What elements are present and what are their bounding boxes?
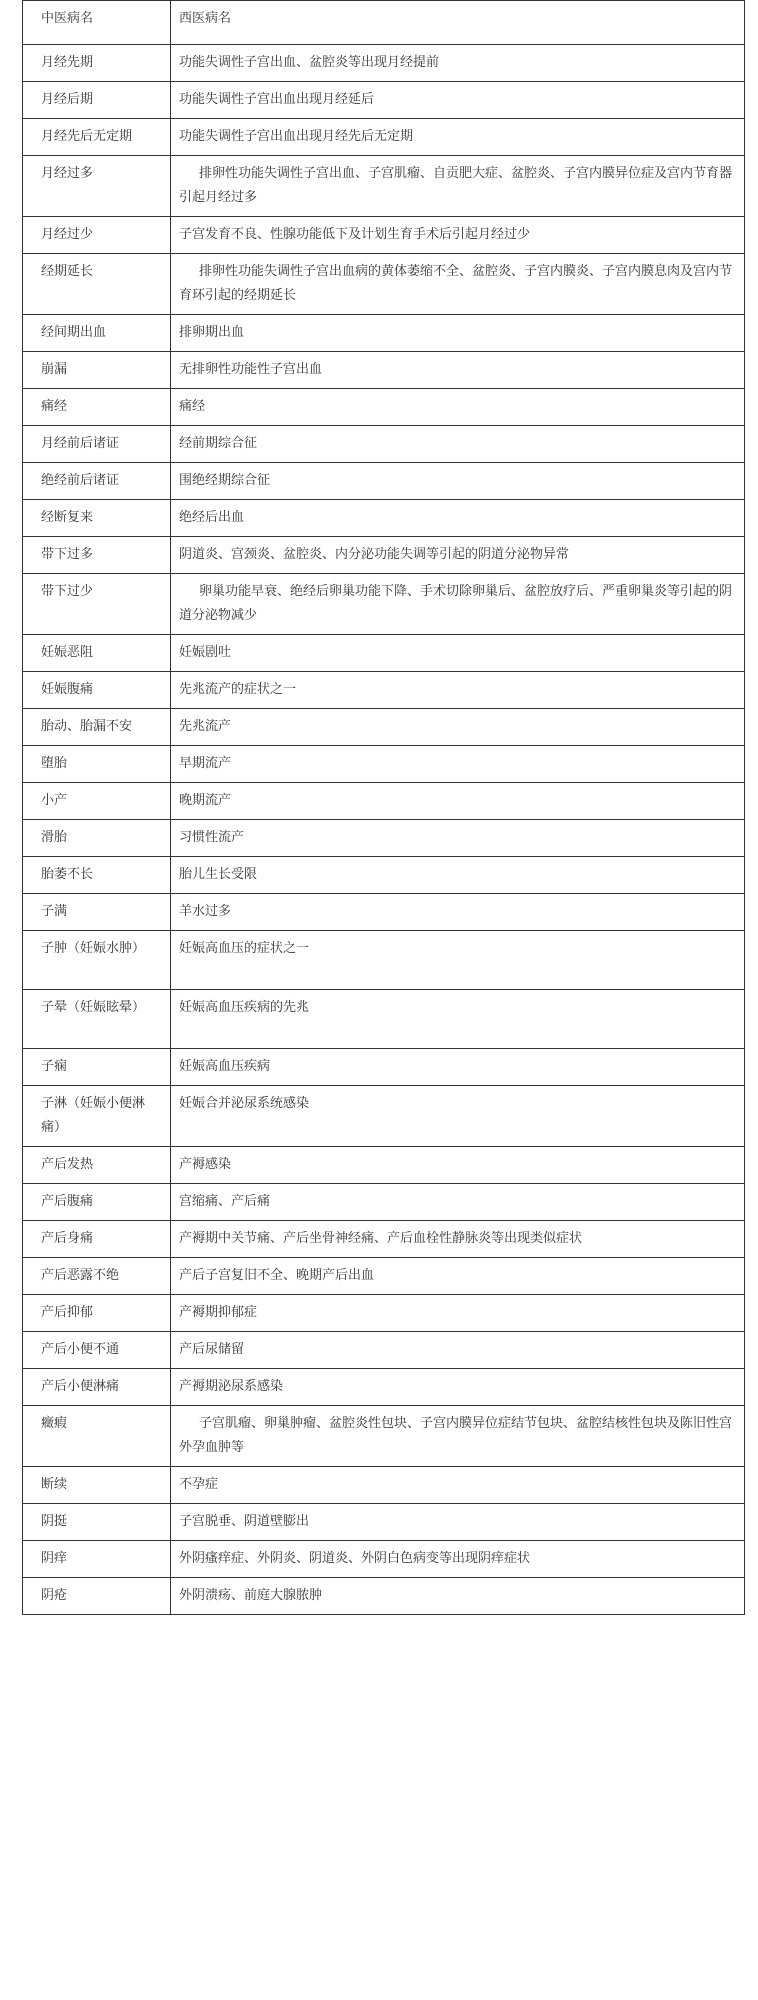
western-name-cell (171, 746, 745, 783)
tcm-name-cell (23, 389, 171, 426)
western-name: 先兆流产的症状之一 (179, 682, 297, 697)
tcm-name-cell (23, 500, 171, 537)
table-header-row (23, 1, 745, 45)
western-name-cell (171, 463, 745, 500)
tcm-name-cell (23, 537, 171, 574)
tcm-name-cell (23, 82, 171, 119)
tcm-name-cell (23, 990, 171, 1049)
table-row (23, 45, 745, 82)
tcm-name: 阴挺 (41, 1514, 68, 1529)
table-row (23, 315, 745, 352)
table-row (23, 709, 745, 746)
western-name-cell (171, 1147, 745, 1184)
western-name-cell (171, 45, 745, 82)
tcm-name-cell (23, 1406, 171, 1467)
tcm-name-cell (23, 1221, 171, 1258)
tcm-name: 月经过多 (41, 166, 94, 181)
header-cell-western (171, 1, 745, 45)
western-name: 外阴溃疡、前庭大腺脓肿 (179, 1588, 323, 1603)
tcm-name: 月经先期 (41, 55, 94, 70)
western-name: 子宫脱垂、阴道壁膨出 (179, 1514, 310, 1529)
western-name: 绝经后出血 (179, 510, 245, 525)
tcm-name: 痛经 (41, 399, 68, 414)
tcm-name-cell (23, 1258, 171, 1295)
western-name: 胎儿生长受限 (179, 867, 258, 882)
western-name: 无排卵性功能性子宫出血 (179, 362, 323, 377)
table-row (23, 1578, 745, 1615)
western-name: 宫缩痛、产后痛 (179, 1194, 271, 1209)
western-name-cell (171, 857, 745, 894)
western-name-cell (171, 820, 745, 857)
tcm-name-cell (23, 1467, 171, 1504)
tcm-name: 产后发热 (41, 1157, 94, 1172)
western-name-cell (171, 1504, 745, 1541)
tcm-name-cell (23, 746, 171, 783)
tcm-name: 妊娠恶阻 (41, 645, 94, 660)
table-row (23, 990, 745, 1049)
western-name: 卵巢功能早衰、绝经后卵巢功能下降、手术切除卵巢后、盆腔放疗后、严重卵巢炎等引起的阴道分泌物减少 (179, 584, 733, 623)
table-row (23, 1369, 745, 1406)
tcm-name-cell (23, 709, 171, 746)
tcm-name: 经期延长 (41, 264, 94, 279)
western-name-cell (171, 1541, 745, 1578)
western-name-cell (171, 217, 745, 254)
tcm-name: 产后身痛 (41, 1231, 94, 1246)
western-name-cell (171, 254, 745, 315)
tcm-name-cell (23, 426, 171, 463)
tcm-name-cell (23, 894, 171, 931)
tcm-name: 带下过多 (41, 547, 94, 562)
western-name: 产褥期泌尿系感染 (179, 1379, 284, 1394)
tcm-name: 经间期出血 (41, 325, 107, 340)
tcm-name: 产后腹痛 (41, 1194, 94, 1209)
western-name: 痛经 (179, 399, 206, 414)
tcm-name-cell (23, 1049, 171, 1086)
western-name: 功能失调性子宫出血出现月经延后 (179, 92, 375, 107)
western-name-cell (171, 894, 745, 931)
western-name: 排卵期出血 (179, 325, 245, 340)
table-row (23, 1541, 745, 1578)
tcm-name: 经断复来 (41, 510, 94, 525)
tcm-name: 产后小便淋痛 (41, 1379, 120, 1394)
tcm-name-cell (23, 1295, 171, 1332)
table-row (23, 635, 745, 672)
western-name: 妊娠高血压疾病 (179, 1059, 271, 1074)
tcm-name-cell (23, 1541, 171, 1578)
western-name: 功能失调性子宫出血、盆腔炎等出现月经提前 (179, 55, 440, 70)
table-row (23, 1467, 745, 1504)
tcm-name: 滑胎 (41, 830, 68, 845)
tcm-name: 月经前后诸证 (41, 436, 120, 451)
western-name: 排卵性功能失调性子宫出血病的黄体萎缩不全、盆腔炎、子宫内膜炎、子宫内膜息肉及宫内节育环引起的经期延长 (179, 264, 733, 303)
tcm-name-cell (23, 45, 171, 82)
table-row (23, 352, 745, 389)
western-name-cell (171, 537, 745, 574)
tcm-name: 产后恶露不绝 (41, 1268, 120, 1283)
tcm-name-cell (23, 857, 171, 894)
western-name: 经前期综合征 (179, 436, 258, 451)
western-name: 子宫发育不良、性腺功能低下及计划生育手术后引起月经过少 (179, 227, 531, 242)
tcm-name: 妊娠腹痛 (41, 682, 94, 697)
table-row (23, 931, 745, 990)
western-name-cell (171, 574, 745, 635)
tcm-name-cell (23, 254, 171, 315)
western-name-cell (171, 352, 745, 389)
tcm-name-cell (23, 1332, 171, 1369)
western-name: 产后尿储留 (179, 1342, 245, 1357)
table-row (23, 1258, 745, 1295)
table-row (23, 1332, 745, 1369)
western-name: 妊娠高血压的症状之一 (179, 941, 310, 956)
western-name: 先兆流产 (179, 719, 232, 734)
tcm-name: 堕胎 (41, 756, 68, 771)
table-row (23, 537, 745, 574)
tcm-name: 胎萎不长 (41, 867, 94, 882)
western-name: 产褥期中关节痛、产后坐骨神经痛、产后血栓性静脉炎等出现类似症状 (179, 1231, 583, 1246)
tcm-name: 小产 (41, 793, 68, 808)
header-cell-tcm (23, 1, 171, 45)
table-row (23, 672, 745, 709)
table-row (23, 426, 745, 463)
header-label-tcm: 中医病名 (41, 11, 94, 26)
table-row (23, 119, 745, 156)
western-name-cell (171, 635, 745, 672)
western-name: 外阴瘙痒症、外阴炎、阴道炎、外阴白色病变等出现阴痒症状 (179, 1551, 531, 1566)
tcm-name: 胎动、胎漏不安 (41, 719, 133, 734)
tcm-name-cell (23, 156, 171, 217)
western-name-cell (171, 82, 745, 119)
western-name-cell (171, 709, 745, 746)
header-label-western: 西医病名 (179, 11, 232, 26)
western-name-cell (171, 783, 745, 820)
tcm-name: 子痫 (41, 1059, 68, 1074)
tcm-name-cell (23, 783, 171, 820)
western-name: 子宫肌瘤、卵巢肿瘤、盆腔炎性包块、子宫内膜异位症结节包块、盆腔结核性包块及陈旧性宫外孕血肿等 (179, 1416, 733, 1455)
table-row (23, 389, 745, 426)
tcm-name-cell (23, 119, 171, 156)
table-row (23, 217, 745, 254)
western-name: 习惯性流产 (179, 830, 245, 845)
tcm-name-cell (23, 463, 171, 500)
western-name-cell (171, 1295, 745, 1332)
tcm-name-cell (23, 315, 171, 352)
tcm-name-cell (23, 1369, 171, 1406)
tcm-western-disease-table (22, 0, 745, 1615)
table-row (23, 1406, 745, 1467)
western-name-cell (171, 990, 745, 1049)
western-name-cell (171, 1184, 745, 1221)
western-name: 产后子宫复旧不全、晚期产后出血 (179, 1268, 375, 1283)
tcm-name-cell (23, 635, 171, 672)
western-name: 产褥期抑郁症 (179, 1305, 258, 1320)
tcm-name: 崩漏 (41, 362, 68, 377)
western-name: 早期流产 (179, 756, 232, 771)
table-row (23, 1086, 745, 1147)
table-row (23, 1504, 745, 1541)
western-name: 妊娠高血压疾病的先兆 (179, 1000, 310, 1015)
table-row (23, 783, 745, 820)
table-row (23, 463, 745, 500)
western-name: 晚期流产 (179, 793, 232, 808)
table-row (23, 156, 745, 217)
western-name: 妊娠剧吐 (179, 645, 232, 660)
western-name-cell (171, 119, 745, 156)
table-row (23, 894, 745, 931)
tcm-name-cell (23, 1578, 171, 1615)
tcm-name-cell (23, 1184, 171, 1221)
document (22, 0, 744, 1615)
tcm-name: 产后抑郁 (41, 1305, 94, 1320)
western-name-cell (171, 1086, 745, 1147)
tcm-name-cell (23, 352, 171, 389)
western-name-cell (171, 1049, 745, 1086)
tcm-name: 子晕（妊娠眩晕） (41, 1000, 146, 1015)
western-name-cell (171, 389, 745, 426)
western-name: 排卵性功能失调性子宫出血、子宫肌瘤、自贡肥大症、盆腔炎、子宫内膜异位症及宫内节育器引起月经过多 (179, 166, 733, 205)
tcm-name-cell (23, 1147, 171, 1184)
table-row (23, 574, 745, 635)
table-row (23, 746, 745, 783)
western-name-cell (171, 500, 745, 537)
western-name: 围绝经期综合征 (179, 473, 271, 488)
table-row (23, 820, 745, 857)
tcm-name: 子肿（妊娠水肿） (41, 941, 146, 956)
western-name: 产褥感染 (179, 1157, 232, 1172)
western-name: 不孕症 (179, 1477, 219, 1492)
tcm-name: 月经过少 (41, 227, 94, 242)
tcm-name-cell (23, 1086, 171, 1147)
tcm-name-cell (23, 1504, 171, 1541)
table-row (23, 1295, 745, 1332)
western-name-cell (171, 1406, 745, 1467)
table-body (23, 1, 745, 1615)
western-name-cell (171, 1258, 745, 1295)
tcm-name-cell (23, 574, 171, 635)
western-name-cell (171, 1578, 745, 1615)
tcm-name-cell (23, 672, 171, 709)
western-name-cell (171, 1467, 745, 1504)
tcm-name: 带下过少 (41, 584, 94, 599)
table-row (23, 857, 745, 894)
western-name-cell (171, 315, 745, 352)
western-name-cell (171, 1369, 745, 1406)
western-name: 羊水过多 (179, 904, 232, 919)
table-row (23, 82, 745, 119)
tcm-name-cell (23, 217, 171, 254)
tcm-name: 断续 (41, 1477, 68, 1492)
western-name-cell (171, 931, 745, 990)
western-name-cell (171, 426, 745, 463)
tcm-name: 产后小便不通 (41, 1342, 120, 1357)
western-name: 功能失调性子宫出血出现月经先后无定期 (179, 129, 414, 144)
western-name: 妊娠合并泌尿系统感染 (179, 1096, 310, 1111)
tcm-name: 阴痒 (41, 1551, 68, 1566)
table-row (23, 500, 745, 537)
table-row (23, 1049, 745, 1086)
table-row (23, 1147, 745, 1184)
tcm-name: 子淋（妊娠小便淋痛） (41, 1096, 146, 1135)
table-row (23, 254, 745, 315)
table-row (23, 1184, 745, 1221)
tcm-name: 阴疮 (41, 1588, 68, 1603)
table-row (23, 1221, 745, 1258)
tcm-name: 月经先后无定期 (41, 129, 133, 144)
tcm-name: 绝经前后诸证 (41, 473, 120, 488)
tcm-name-cell (23, 820, 171, 857)
tcm-name: 子满 (41, 904, 68, 919)
tcm-name: 癥瘕 (41, 1416, 68, 1431)
western-name-cell (171, 672, 745, 709)
tcm-name: 月经后期 (41, 92, 94, 107)
western-name-cell (171, 1221, 745, 1258)
western-name-cell (171, 156, 745, 217)
western-name: 阴道炎、宫颈炎、盆腔炎、内分泌功能失调等引起的阴道分泌物异常 (179, 547, 570, 562)
tcm-name-cell (23, 931, 171, 990)
western-name-cell (171, 1332, 745, 1369)
